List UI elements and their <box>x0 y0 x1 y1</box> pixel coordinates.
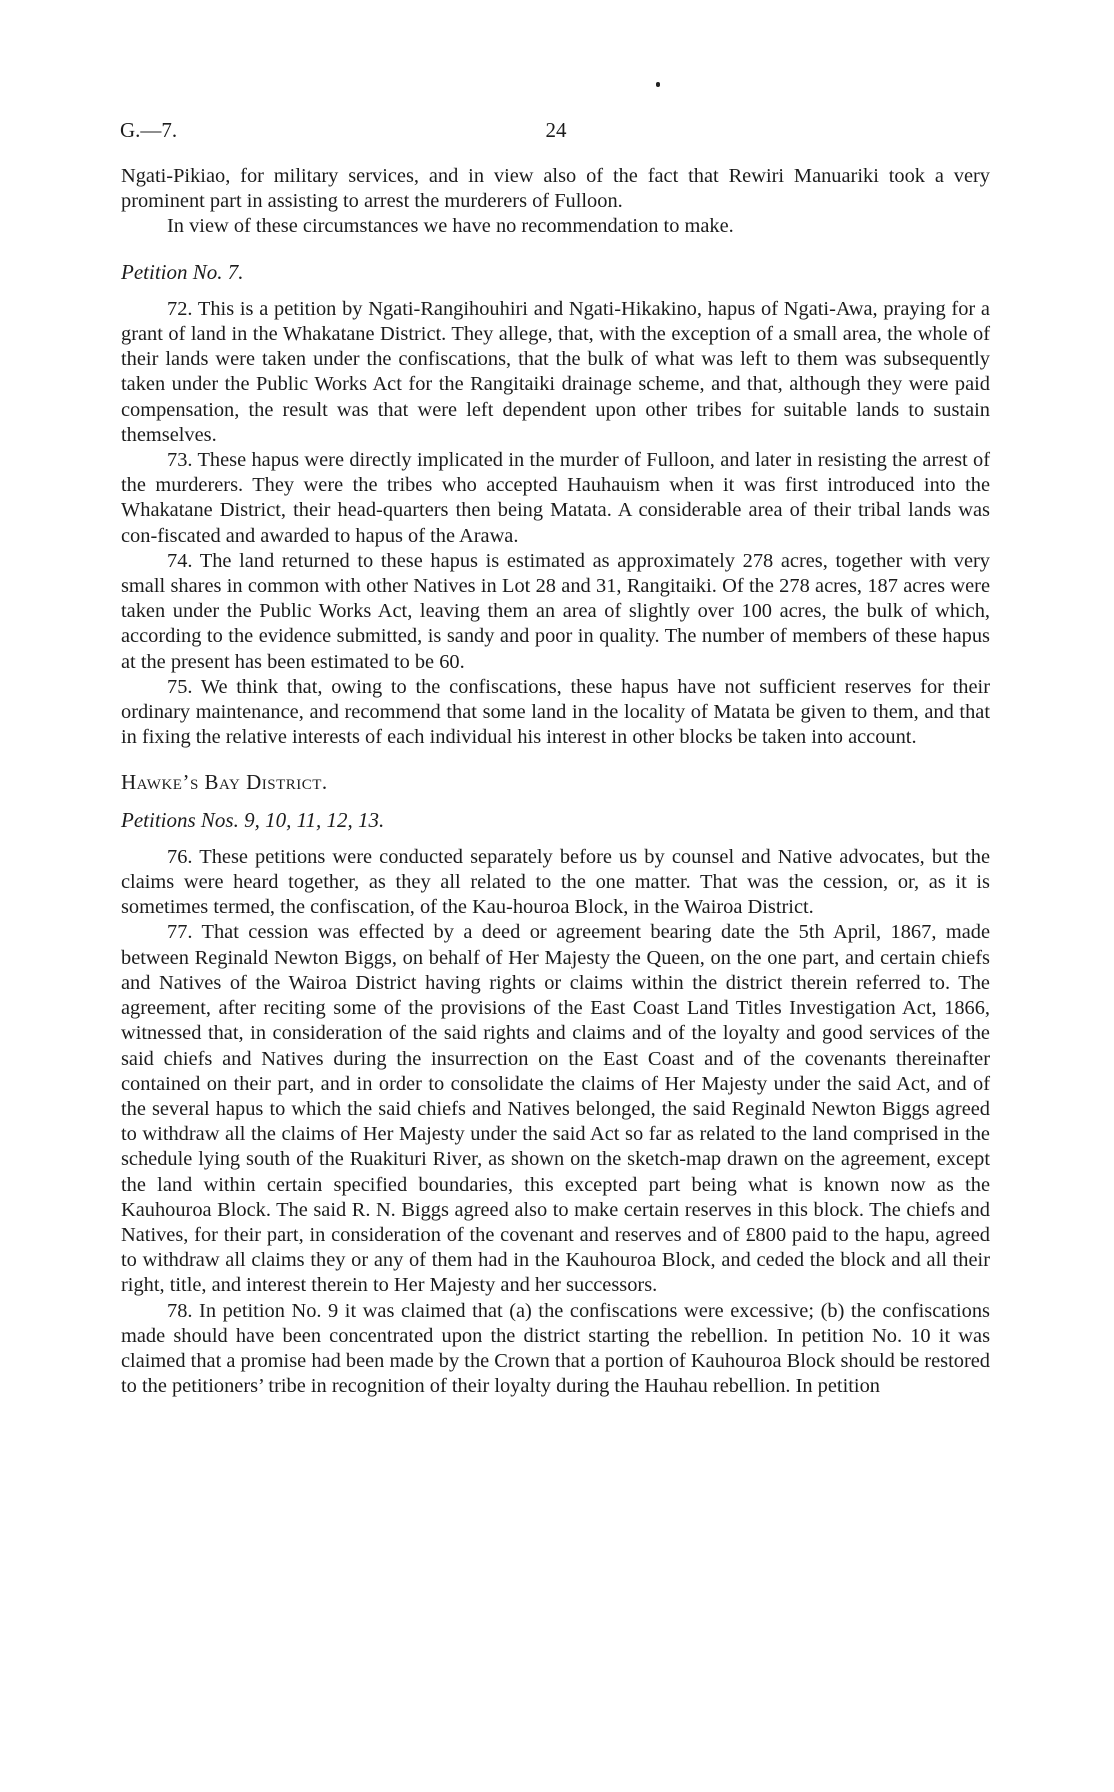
paragraph-76: 76. These petitions were conducted separately before us by counsel and Native advocates, but the claims were heard together, as they all related to the one matter. That was the cession, or, as it is sometimes termed, the confiscation, of the Kau-houroa Block, in the Wairoa District. <box>121 845 990 919</box>
body-text <box>121 164 990 1399</box>
page-number: 24 <box>545 118 567 142</box>
paragraph-72: 72. This is a petition by Ngati-Rangihouhiri and Ngati-Hikakino, hapus of Ngati-Awa, praying for a grant of land in the Whakatane District. They allege, that, with the exception of a small area, the whole of their lands were taken under the confiscations, that the bulk of what was left to them was subsequently taken under the Public Works Act for the Rangitaiki drainage scheme, and that, although they were paid compensation, the result was that were left dependent upon other tribes for suitable lands to sustain themselves. <box>121 297 990 446</box>
paragraph-no-recommendation: In view of these circumstances we have no recommendation to make. <box>167 215 734 238</box>
heading-petitions-9-13: Petitions Nos. 9, 10, 11, 12, 13. <box>121 807 385 832</box>
document-reference: G.—7. <box>120 118 178 142</box>
print-speck <box>656 82 660 87</box>
heading-petition-7: Petition No. 7. <box>121 259 244 284</box>
paragraph-78: 78. In petition No. 9 it was claimed that (a) the confiscations were excessive; (b) the confiscations made should have been concentrated upon the district starting the rebellion. In petition No. 10 it was claimed that a promise had been made by the Crown that a portion of Kauhouroa Block should be restored to the petitioners’ tribe in recognition of their loyalty during the Hauhau rebellion. In petition <box>121 1299 990 1398</box>
page-header <box>120 118 992 148</box>
heading-hawkes-bay-district: Hawke’s Bay District. <box>121 770 328 795</box>
paragraph-75: 75. We think that, owing to the confiscations, these hapus have not sufficient reserves for their ordinary maintenance, and recommend that some land in the locality of Matata be given to them, and that in fixing the relative interests of each individual his interest in other blocks be taken into account. <box>121 675 990 749</box>
paragraph-74: 74. The land returned to these hapus is estimated as approximately 278 acres, together with very small shares in common with other Natives in Lot 28 and 31, Rangitaiki. Of the 278 acres, 187 acres were taken under the Public Works Act, leaving them an area of slightly over 100 acres, the bulk of which, according to the evidence submitted, is sandy and poor in quality. The number of members of these hapus at the present has been estimated to be 60. <box>121 549 990 673</box>
paragraph-77: 77. That cession was effected by a deed or agreement bearing date the 5th April, 1867, made between Reginald Newton Biggs, on behalf of Her Majesty the Queen, on the one part, and certain chiefs and Natives of the Wairoa District having rights or claims within the district therein referred to. The agreement, after reciting some of the provisions of the East Coast Land Titles Investigation Act, 1866, witnessed that, in consideration of the said rights and claims and of the loyalty and good services of the said chiefs and Natives during the insurrection on the East Coast and of the covenants thereinafter contained on their part, and in order to consolidate the claims of Her Majesty under the said Act, and of the several hapus to which the said chiefs and Natives belonged, the said Reginald Newton Biggs agreed to withdraw all the claims of Her Majesty under the said Act so far as related to the land comprised in the schedule lying south of the Ruakituri River, as shown on the sketch-map drawn on the agreement, except the land within certain specified boundaries, this excepted part being what is known now as the Kauhouroa Block. The said R. N. Biggs agreed also to make certain reserves in this block. The chiefs and Natives, for their part, in consideration of the covenant and reserves and of £800 paid to the hapu, agreed to withdraw all claims they or any of them had in the Kauhouroa Block, and ceded the block and all their right, title, and interest therein to Her Majesty and her successors. <box>121 921 990 1297</box>
paragraph-continuation: Ngati-Pikiao, for military services, and in view also of the fact that Rewiri Manuariki took a very prominent part in assisting to arrest the murderers of Fulloon. <box>121 165 990 213</box>
paragraph-73: 73. These hapus were directly implicated in the murder of Fulloon, and later in resisting the arrest of the murderers. They were the tribes who accepted Hauhauism when it was first introduced into the Whakatane District, their head-quarters then being Matata. A considerable area of their tribal lands was con-fiscated and awarded to hapus of the Arawa. <box>121 449 990 547</box>
